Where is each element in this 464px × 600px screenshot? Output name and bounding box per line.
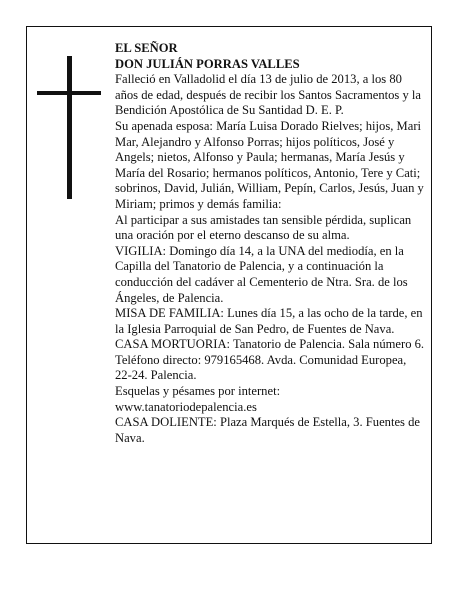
paragraph-prayer-request: Al participar a sus amistades tan sensible pérdida, suplican una oración por el eterno descanso de su alma. xyxy=(115,212,412,243)
paragraph-family-home: CASA DOLIENTE: Plaza Marqués de Estella, 3. Fuentes de Nava. xyxy=(115,415,420,445)
cross-horizontal-bar xyxy=(37,91,101,95)
paragraph-family-mass: MISA DE FAMILIA: Lunes día 15, a las ocho de la tarde, en la Iglesia Parroquial de San Pedro, de Fuentes de Nava. xyxy=(115,306,423,336)
heading-title: EL SEÑOR xyxy=(115,41,178,55)
paragraph-online-condolences: Esquelas y pésames por internet: www.tanatoriodepalencia.es xyxy=(115,384,281,414)
cross-vertical-bar xyxy=(67,56,72,199)
paragraph-death-notice: Falleció en Valladolid el día 13 de julio de 2013, a los 80 años de edad, después de recibir los Santos Sacramentos y la Bendición Apostólica de Su Santidad D. E. P. xyxy=(115,72,422,118)
paragraph-vigil: VIGILIA: Domingo día 14, a la UNA del mediodía, en la Capilla del Tanatorio de Palencia, y a continuación la conducción del cadáver al Cementerio de Ntra. Sra. de los Ángeles, de Palencia. xyxy=(115,243,408,305)
paragraph-funeral-home: CASA MORTUORIA: Tanatorio de Palencia. Sala número 6. Teléfono directo: 979165468. Avda. Comunidad Europea, 22-24. Palencia. xyxy=(115,337,425,383)
heading-name: DON JULIÁN PORRAS VALLES xyxy=(115,56,300,71)
obituary-text xyxy=(115,41,425,446)
paragraph-family: Su apenada esposa: María Luisa Dorado Rielves; hijos, Mari Mar, Alejandro y Alfonso Porras; hijos políticos, José y Angels; nietos, Alfonso y Paula; hermanas, María Jesús y María del Rosario; hermanos políticos, Antonio, Tere y Cati; sobrinos, David, Julián, William, Pepín, Carlos, Jesús, Juan y Miriam; primos y demás familia: xyxy=(115,118,424,211)
